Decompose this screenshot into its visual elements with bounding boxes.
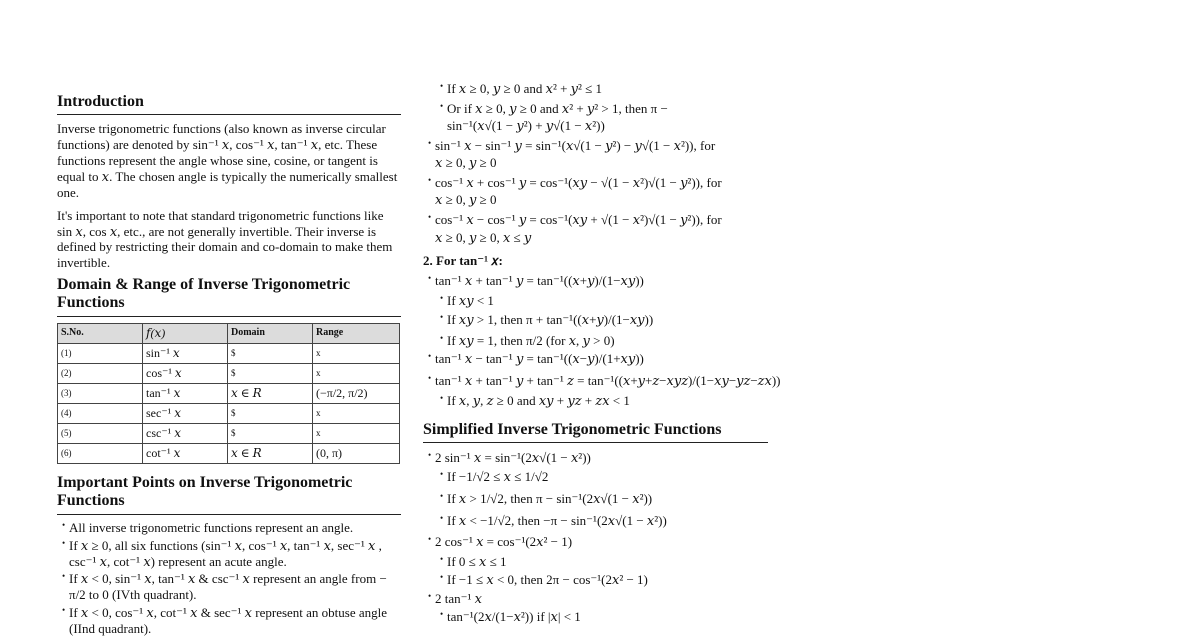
column-header: Domain: [228, 323, 313, 343]
table-cell: (5): [58, 423, 143, 443]
column-header: S.No.: [58, 323, 143, 343]
table-cell: sec⁻¹ 𝑥: [143, 403, 228, 423]
table-cell: csc⁻¹ 𝑥: [143, 423, 228, 443]
tan-subheading: 2. For tan⁻¹ 𝑥:: [423, 253, 503, 268]
table-cell: (6): [58, 443, 143, 463]
column-header: Range: [313, 323, 400, 343]
introduction-section: [57, 93, 401, 271]
table-row: [58, 343, 400, 363]
list-item: • tan⁻¹ 𝑥 + tan⁻¹ 𝑦 + tan⁻¹ 𝑧 = tan⁻¹((𝑥+𝑦+𝑧−𝑥𝑦𝑧)/(1−𝑥𝑦−𝑦𝑧−𝑧𝑥)): [423, 373, 780, 389]
list-item: • tan⁻¹ 𝑥 + tan⁻¹ 𝑦 = tan⁻¹((𝑥+𝑦)/(1−𝑥𝑦)): [423, 273, 780, 289]
table-row: [58, 363, 400, 383]
table-cell: (4): [58, 403, 143, 423]
list-item: • If 𝑥𝑦 < 1: [423, 293, 792, 309]
domain-range-heading: Domain & Range of Inverse Trigonometric Functions: [57, 276, 401, 317]
table-cell: (2): [58, 363, 143, 383]
table-cell: tan⁻¹ 𝑥: [143, 383, 228, 403]
table-cell: cot⁻¹ 𝑥: [143, 443, 228, 463]
table-cell: 𝑥 ∈ 𝑅: [228, 383, 313, 403]
table-cell: $: [228, 403, 313, 423]
table-cell: 𝑥 ∈ 𝑅: [228, 443, 313, 463]
list-item: • If 𝑥 < −1/√2, then −π − sin⁻¹(2𝑥√(1 − 𝑥²)): [423, 513, 792, 529]
table-cell: (−π/2, π/2): [313, 383, 400, 403]
domain-range-table: [57, 323, 400, 464]
list-item: • All inverse trigonometric functions represent an angle.: [57, 520, 401, 536]
table-header-row: [58, 323, 400, 343]
table-cell: x: [313, 423, 400, 443]
list-item: • 2 tan⁻¹ 𝑥: [423, 591, 780, 607]
list-item: • If 𝑥𝑦 > 1, then π + tan⁻¹((𝑥+𝑦)/(1−𝑥𝑦)): [423, 312, 792, 328]
list-item: • If 𝑥, 𝑦, 𝑧 ≥ 0 and 𝑥𝑦 + 𝑦𝑧 + 𝑧𝑥 < 1: [423, 393, 792, 409]
table-cell: cos⁻¹ 𝑥: [143, 363, 228, 383]
table-row: [58, 443, 400, 463]
column-header: 𝑓(𝑥): [143, 323, 228, 343]
table-cell: (0, π): [313, 443, 400, 463]
list-item: • If −1/√2 ≤ 𝑥 ≤ 1/√2: [423, 469, 792, 485]
table-cell: x: [313, 403, 400, 423]
list-item-continuation: 𝑥 ≥ 0, 𝑦 ≥ 0: [435, 155, 497, 170]
list-item: • If 𝑥 < 0, sin⁻¹ 𝑥, tan⁻¹ 𝑥 & csc⁻¹ 𝑥 represent an angle from − π/2 to 0 (IVth quadrant).: [57, 571, 401, 603]
list-item: • If −1 ≤ 𝑥 < 0, then 2π − cos⁻¹(2𝑥² − 1): [423, 572, 792, 588]
table-cell: sin⁻¹ 𝑥: [143, 343, 228, 363]
list-item-continuation: 𝑥 ≥ 0, 𝑦 ≥ 0: [435, 192, 497, 207]
list-item-continuation: sin⁻¹(𝑥√(1 − 𝑦²) + 𝑦√(1 − 𝑥²)): [447, 118, 605, 133]
list-item: • Or if 𝑥 ≥ 0, 𝑦 ≥ 0 and 𝑥² + 𝑦² > 1, then π −: [423, 101, 792, 117]
list-item: • If 𝑥 < 0, cos⁻¹ 𝑥, cot⁻¹ 𝑥 & sec⁻¹ 𝑥 represent an obtuse angle (IInd quadrant).: [57, 605, 401, 637]
list-item: • If 𝑥 > 1/√2, then π − sin⁻¹(2𝑥√(1 − 𝑥²)): [423, 491, 792, 507]
list-item: • If 𝑥 ≥ 0, all six functions (sin⁻¹ 𝑥, cos⁻¹ 𝑥, tan⁻¹ 𝑥, sec⁻¹ 𝑥 , csc⁻¹ 𝑥, cot⁻¹ 𝑥) represent an acute angle.: [57, 538, 401, 570]
list-item: • 2 cos⁻¹ 𝑥 = cos⁻¹(2𝑥² − 1): [423, 534, 780, 550]
table-cell: $: [228, 343, 313, 363]
list-item: • cos⁻¹ 𝑥 + cos⁻¹ 𝑦 = cos⁻¹(𝑥𝑦 − √(1 − 𝑥²)√(1 − 𝑦²)), for: [423, 175, 780, 191]
introduction-heading: Introduction: [57, 93, 401, 115]
domain-range-section: [57, 276, 401, 464]
intro-paragraph-1: Inverse trigonometric functions (also known as inverse circular functions) are denoted by sin⁻¹ 𝑥, cos⁻¹ 𝑥, tan⁻¹ 𝑥, etc. These functions represent the angle whose sine, cosine, or tangent is equal to 𝑥. The chosen angle is typically the numerically smallest one.: [57, 121, 398, 200]
important-points-section: [57, 474, 401, 637]
list-item: • tan⁻¹(2𝑥/(1−𝑥²)) if |𝑥| < 1: [423, 609, 792, 625]
important-points-list: [57, 520, 401, 637]
list-item: • 2 sin⁻¹ 𝑥 = sin⁻¹(2𝑥√(1 − 𝑥²)): [423, 450, 780, 466]
table-cell: (1): [58, 343, 143, 363]
table-cell: x: [313, 343, 400, 363]
list-item-continuation: 𝑥 ≥ 0, 𝑦 ≥ 0, 𝑥 ≤ 𝑦: [435, 230, 532, 245]
table-row: [58, 403, 400, 423]
table-cell: $: [228, 423, 313, 443]
important-points-heading: Important Points on Inverse Trigonometric Functions: [57, 474, 401, 515]
list-item: • If 0 ≤ 𝑥 ≤ 1: [423, 554, 792, 570]
table-row: [58, 423, 400, 443]
simplified-section: [423, 421, 768, 443]
table-row: [58, 383, 400, 403]
table-cell: (3): [58, 383, 143, 403]
table-cell: $: [228, 363, 313, 383]
list-item: • cos⁻¹ 𝑥 − cos⁻¹ 𝑦 = cos⁻¹(𝑥𝑦 + √(1 − 𝑥²)√(1 − 𝑦²)), for: [423, 212, 780, 228]
list-item: • tan⁻¹ 𝑥 − tan⁻¹ 𝑦 = tan⁻¹((𝑥−𝑦)/(1+𝑥𝑦)): [423, 351, 780, 367]
list-item: • sin⁻¹ 𝑥 − sin⁻¹ 𝑦 = sin⁻¹(𝑥√(1 − 𝑦²) − 𝑦√(1 − 𝑥²)), for: [423, 138, 780, 154]
list-item: • If 𝑥𝑦 = 1, then π/2 (for 𝑥, 𝑦 > 0): [423, 333, 792, 349]
simplified-heading: Simplified Inverse Trigonometric Functions: [423, 421, 768, 443]
list-item: • If 𝑥 ≥ 0, 𝑦 ≥ 0 and 𝑥² + 𝑦² ≤ 1: [423, 81, 792, 97]
intro-paragraph-2: It's important to note that standard trigonometric functions like sin 𝑥, cos 𝑥, etc., are not generally invertible. Their inverse is defined by restricting their domain and co-domain to make them invertible.: [57, 207, 393, 271]
table-cell: x: [313, 363, 400, 383]
